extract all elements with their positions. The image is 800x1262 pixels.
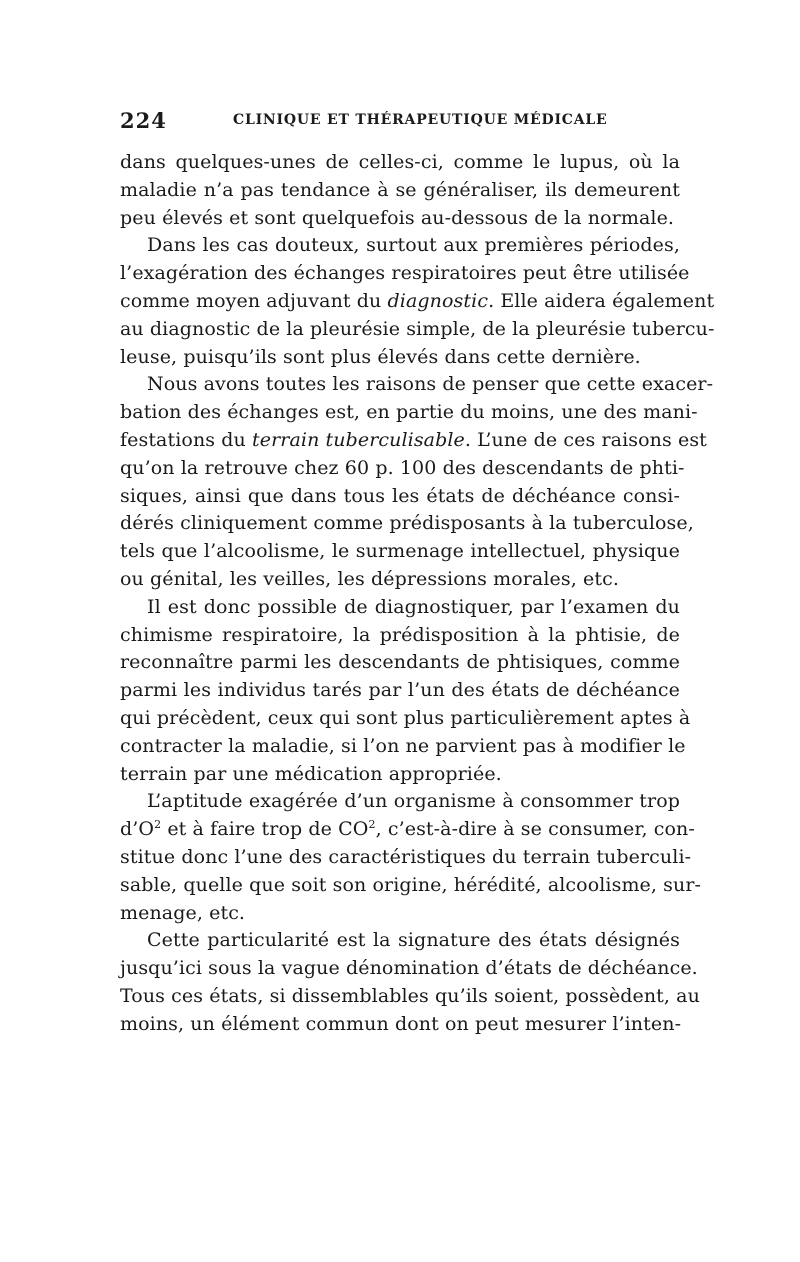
text-line: qui précèdent, ceux qui sont plus particulièrement aptes à bbox=[120, 706, 691, 729]
text-line: au diagnostic de la pleurésie simple, de la pleurésie tubercu- bbox=[120, 317, 715, 340]
text-line: chimisme respiratoire, la prédisposition à la phtisie, de bbox=[120, 623, 680, 646]
text-line bbox=[120, 816, 695, 844]
text-run: d’O bbox=[120, 818, 155, 841]
superscript: 2 bbox=[368, 818, 376, 832]
text-line: l’exagération des échanges respiratoires peut être utilisée bbox=[120, 262, 690, 285]
text-run: festations du bbox=[120, 428, 253, 451]
text-line: maladie n’a pas tendance à se généraliser, ils demeurent bbox=[120, 178, 680, 201]
text-line: ou génital, les veilles, les dépressions morales, etc. bbox=[120, 567, 619, 590]
body-text bbox=[120, 149, 715, 1039]
text-line: jusqu’ici sous la vague dénomination d’états de déchéance. bbox=[120, 957, 698, 980]
text-line: dérés cliniquement comme prédisposants à la tuberculose, bbox=[120, 512, 694, 535]
text-run: , c’est-à-dire à se consumer, con- bbox=[375, 818, 695, 841]
italic-term: terrain tuberculisable bbox=[252, 428, 465, 451]
text-line: Cette particularité est la signature des états désignés bbox=[147, 929, 680, 952]
page-number: 224 bbox=[120, 108, 167, 133]
text-line: Nous avons toutes les raisons de penser que cette exacer- bbox=[147, 373, 714, 396]
superscript: 2 bbox=[154, 818, 162, 832]
text-line: L’aptitude exagérée d’un organisme à consommer trop bbox=[147, 790, 680, 813]
text-line: moins, un élément commun dont on peut mesurer l’inten- bbox=[120, 1012, 682, 1035]
running-head bbox=[120, 108, 680, 138]
text-line bbox=[120, 288, 715, 316]
text-run: comme moyen adjuvant du bbox=[120, 289, 388, 312]
text-line: tels que l’alcoolisme, le surmenage intellectuel, physique bbox=[120, 540, 680, 563]
text-line: dans quelques-unes de celles-ci, comme le lupus, où la bbox=[120, 151, 680, 173]
text-line bbox=[120, 427, 707, 455]
text-run: . L’une de ces raisons est bbox=[464, 428, 707, 451]
text-run: et à faire trop de CO bbox=[161, 818, 369, 841]
text-line: peu élevés et sont quelquefois au-dessous de la normale. bbox=[120, 206, 675, 229]
text-line: contracter la maladie, si l’on ne parvient pas à modifier le bbox=[120, 734, 686, 757]
italic-term: diagnostic bbox=[387, 289, 489, 312]
text-line: sable, quelle que soit son origine, hérédité, alcoolisme, sur- bbox=[120, 873, 702, 896]
text-line: menage, etc. bbox=[120, 901, 246, 924]
text-line: qu’on la retrouve chez 60 p. 100 des descendants de phti- bbox=[120, 456, 685, 479]
text-line: siques, ainsi que dans tous les états de déchéance consi- bbox=[120, 484, 680, 507]
text-line: Il est donc possible de diagnostiquer, par l’examen du bbox=[147, 595, 680, 618]
text-line: stitue donc l’une des caractéristiques du terrain tuberculi- bbox=[120, 845, 692, 868]
text-line: bation des échanges est, en partie du moins, une des mani- bbox=[120, 401, 698, 424]
running-title: CLINIQUE ET THÉRAPEUTIQUE MÉDICALE bbox=[233, 112, 608, 128]
text-run: . Elle aidera également bbox=[488, 289, 715, 312]
text-line: Tous ces états, si dissemblables qu’ils soient, possèdent, au bbox=[120, 984, 700, 1007]
text-line: terrain par une médication appropriée. bbox=[120, 762, 502, 785]
text-line: parmi les individus tarés par l’un des états de déchéance bbox=[120, 679, 680, 702]
text-line: Dans les cas douteux, surtout aux premières périodes, bbox=[147, 234, 680, 257]
text-line: reconnaître parmi les descendants de phtisiques, comme bbox=[120, 651, 680, 674]
text-line: leuse, puisqu’ils sont plus élevés dans cette dernière. bbox=[120, 345, 641, 368]
